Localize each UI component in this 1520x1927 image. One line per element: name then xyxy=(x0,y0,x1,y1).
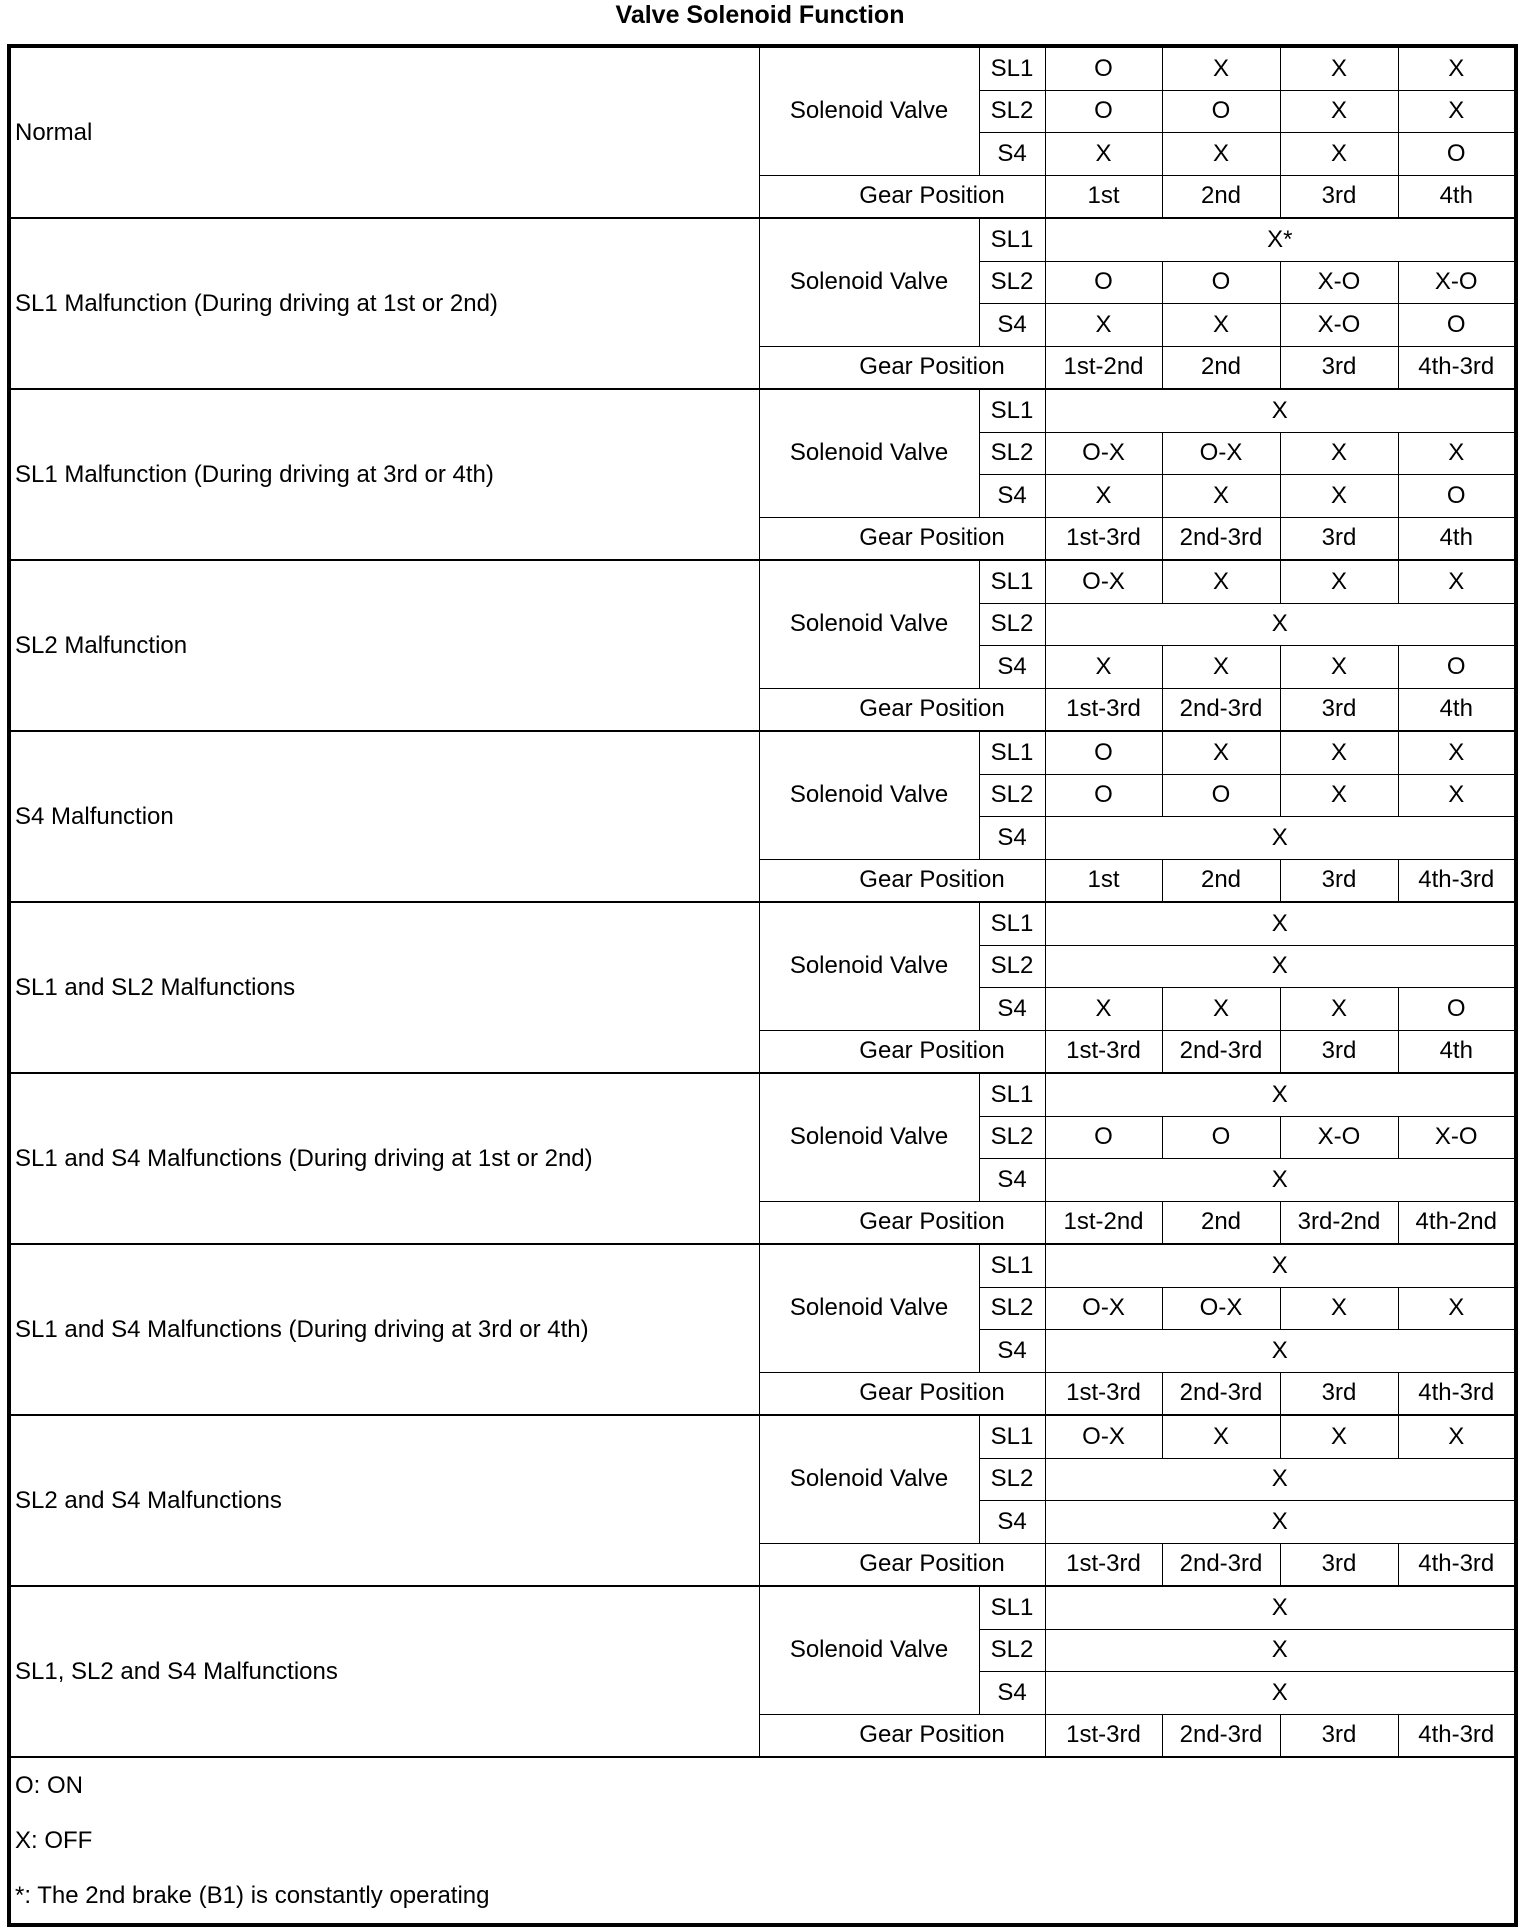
solenoid-valve-label: Solenoid Valve xyxy=(759,1415,979,1543)
gear-value: 2nd-3rd xyxy=(1162,688,1280,731)
legend-item: X: OFF xyxy=(15,1827,93,1854)
solenoid-state: O xyxy=(1162,774,1280,817)
solenoid-name: SL2 xyxy=(979,945,1045,988)
table-row xyxy=(9,389,1516,432)
solenoid-state: O xyxy=(1045,731,1162,774)
solenoid-state-merged: X* xyxy=(1045,218,1516,261)
solenoid-name: SL2 xyxy=(979,774,1045,817)
solenoid-state: X xyxy=(1398,46,1516,90)
solenoid-state: X xyxy=(1162,304,1280,347)
gear-value: 3rd xyxy=(1280,175,1398,218)
solenoid-valve-label: Solenoid Valve xyxy=(759,731,979,859)
solenoid-name: SL1 xyxy=(979,1073,1045,1116)
gear-position-label: Gear Position xyxy=(759,346,1045,389)
solenoid-name: SL1 xyxy=(979,46,1045,90)
table-row xyxy=(9,218,1516,261)
solenoid-state: X xyxy=(1398,1415,1516,1458)
gear-value: 2nd-3rd xyxy=(1162,517,1280,560)
solenoid-valve-label: Solenoid Valve xyxy=(759,218,979,346)
solenoid-name: SL1 xyxy=(979,560,1045,603)
solenoid-name: SL1 xyxy=(979,731,1045,774)
case-group xyxy=(9,1586,1516,1757)
solenoid-valve-label: Solenoid Valve xyxy=(759,46,979,175)
solenoid-name: S4 xyxy=(979,133,1045,176)
gear-position-label: Gear Position xyxy=(759,688,1045,731)
solenoid-state-merged: X xyxy=(1045,1073,1516,1116)
solenoid-state: X xyxy=(1398,432,1516,475)
valve-solenoid-function-table xyxy=(7,44,1518,1927)
gear-value: 1st-3rd xyxy=(1045,688,1162,731)
legend xyxy=(9,1757,1516,1925)
solenoid-state: X xyxy=(1045,304,1162,347)
solenoid-name: SL2 xyxy=(979,1458,1045,1501)
solenoid-state: X xyxy=(1280,90,1398,133)
gear-value: 4th-3rd xyxy=(1398,346,1516,389)
legend-row xyxy=(9,1757,1516,1925)
solenoid-state: X xyxy=(1162,646,1280,689)
solenoid-state-merged: X xyxy=(1045,1501,1516,1544)
solenoid-state: X xyxy=(1280,475,1398,518)
solenoid-name: S4 xyxy=(979,1159,1045,1202)
case-group xyxy=(9,1415,1516,1586)
gear-value: 4th xyxy=(1398,175,1516,218)
condition-label: SL2 and S4 Malfunctions xyxy=(9,1415,759,1586)
solenoid-state: X xyxy=(1162,133,1280,176)
solenoid-state: O xyxy=(1162,261,1280,304)
solenoid-state: O xyxy=(1045,46,1162,90)
condition-label: S4 Malfunction xyxy=(9,731,759,902)
gear-value: 4th xyxy=(1398,517,1516,560)
solenoid-state: X-O xyxy=(1398,261,1516,304)
case-group xyxy=(9,731,1516,902)
solenoid-name: S4 xyxy=(979,304,1045,347)
condition-label: SL1, SL2 and S4 Malfunctions xyxy=(9,1586,759,1757)
condition-label: SL1 and SL2 Malfunctions xyxy=(9,902,759,1073)
solenoid-state: O-X xyxy=(1045,1287,1162,1330)
solenoid-state: X-O xyxy=(1280,261,1398,304)
gear-value: 2nd-3rd xyxy=(1162,1714,1280,1757)
case-group xyxy=(9,218,1516,389)
gear-value: 1st-3rd xyxy=(1045,1372,1162,1415)
gear-value: 2nd-3rd xyxy=(1162,1543,1280,1586)
table-row xyxy=(9,1415,1516,1458)
solenoid-state-merged: X xyxy=(1045,1586,1516,1629)
gear-value: 1st-2nd xyxy=(1045,1201,1162,1244)
solenoid-name: SL1 xyxy=(979,218,1045,261)
gear-value: 4th-2nd xyxy=(1398,1201,1516,1244)
solenoid-state: O-X xyxy=(1162,1287,1280,1330)
solenoid-name: S4 xyxy=(979,1501,1045,1544)
gear-value: 4th xyxy=(1398,688,1516,731)
case-group xyxy=(9,560,1516,731)
gear-position-label: Gear Position xyxy=(759,1543,1045,1586)
case-group xyxy=(9,1244,1516,1415)
gear-value: 1st xyxy=(1045,175,1162,218)
gear-value: 3rd xyxy=(1280,1372,1398,1415)
solenoid-name: S4 xyxy=(979,988,1045,1031)
solenoid-name: SL2 xyxy=(979,603,1045,646)
solenoid-name: S4 xyxy=(979,817,1045,860)
table-row xyxy=(9,46,1516,90)
solenoid-state: X-O xyxy=(1280,1116,1398,1159)
solenoid-state: X xyxy=(1280,46,1398,90)
solenoid-state: X xyxy=(1280,988,1398,1031)
case-group xyxy=(9,46,1516,218)
solenoid-state: X xyxy=(1280,1415,1398,1458)
solenoid-valve-label: Solenoid Valve xyxy=(759,902,979,1030)
gear-value: 2nd-3rd xyxy=(1162,1030,1280,1073)
solenoid-state: O xyxy=(1398,304,1516,347)
solenoid-state: O-X xyxy=(1045,1415,1162,1458)
solenoid-state: X xyxy=(1398,731,1516,774)
solenoid-state: O xyxy=(1045,261,1162,304)
page-title: Valve Solenoid Function xyxy=(615,1,905,29)
case-group xyxy=(9,389,1516,560)
case-group xyxy=(9,1073,1516,1244)
solenoid-state: X xyxy=(1280,432,1398,475)
solenoid-state: O xyxy=(1045,1116,1162,1159)
solenoid-name: S4 xyxy=(979,646,1045,689)
solenoid-name: SL1 xyxy=(979,902,1045,945)
solenoid-state: O-X xyxy=(1045,432,1162,475)
solenoid-name: S4 xyxy=(979,1672,1045,1715)
solenoid-state: O xyxy=(1398,475,1516,518)
solenoid-name: SL1 xyxy=(979,1586,1045,1629)
gear-value: 3rd xyxy=(1280,346,1398,389)
condition-label: SL2 Malfunction xyxy=(9,560,759,731)
table-row xyxy=(9,731,1516,774)
solenoid-state: O xyxy=(1045,774,1162,817)
solenoid-state-merged: X xyxy=(1045,1458,1516,1501)
gear-value: 3rd xyxy=(1280,859,1398,902)
solenoid-state: X xyxy=(1162,46,1280,90)
table-row xyxy=(9,1586,1516,1629)
solenoid-state: X xyxy=(1280,133,1398,176)
solenoid-name: SL2 xyxy=(979,1287,1045,1330)
solenoid-name: SL1 xyxy=(979,1244,1045,1287)
solenoid-state-merged: X xyxy=(1045,902,1516,945)
condition-label: SL1 Malfunction (During driving at 3rd or 4th) xyxy=(9,389,759,560)
solenoid-state: X xyxy=(1045,988,1162,1031)
solenoid-state-merged: X xyxy=(1045,1629,1516,1672)
solenoid-state: O-X xyxy=(1162,432,1280,475)
solenoid-state: X xyxy=(1398,774,1516,817)
gear-value: 4th-3rd xyxy=(1398,1372,1516,1415)
solenoid-name: SL1 xyxy=(979,1415,1045,1458)
solenoid-state: O xyxy=(1162,90,1280,133)
solenoid-state: X-O xyxy=(1280,304,1398,347)
solenoid-state: X xyxy=(1045,133,1162,176)
condition-label: SL1 and S4 Malfunctions (During driving at 1st or 2nd) xyxy=(9,1073,759,1244)
gear-position-label: Gear Position xyxy=(759,1030,1045,1073)
gear-position-label: Gear Position xyxy=(759,859,1045,902)
gear-value: 2nd xyxy=(1162,346,1280,389)
solenoid-name: SL2 xyxy=(979,1629,1045,1672)
gear-value: 3rd xyxy=(1280,688,1398,731)
solenoid-name: SL2 xyxy=(979,90,1045,133)
gear-position-label: Gear Position xyxy=(759,1372,1045,1415)
solenoid-state: X xyxy=(1398,90,1516,133)
gear-value: 4th-3rd xyxy=(1398,859,1516,902)
solenoid-state: O xyxy=(1045,90,1162,133)
solenoid-state: X xyxy=(1280,560,1398,603)
gear-value: 3rd xyxy=(1280,1714,1398,1757)
gear-position-label: Gear Position xyxy=(759,1201,1045,1244)
gear-value: 3rd xyxy=(1280,1030,1398,1073)
solenoid-state: X xyxy=(1280,731,1398,774)
solenoid-state: X xyxy=(1162,560,1280,603)
solenoid-valve-label: Solenoid Valve xyxy=(759,560,979,688)
solenoid-state-merged: X xyxy=(1045,1244,1516,1287)
legend-item: O: ON xyxy=(15,1772,84,1799)
gear-value: 4th xyxy=(1398,1030,1516,1073)
solenoid-state: O xyxy=(1398,988,1516,1031)
gear-value: 2nd xyxy=(1162,1201,1280,1244)
case-group xyxy=(9,902,1516,1073)
solenoid-state: X xyxy=(1162,731,1280,774)
gear-value: 3rd xyxy=(1280,1543,1398,1586)
solenoid-state-merged: X xyxy=(1045,603,1516,646)
solenoid-state: X xyxy=(1280,1287,1398,1330)
solenoid-state-merged: X xyxy=(1045,945,1516,988)
gear-value: 2nd xyxy=(1162,175,1280,218)
gear-value: 2nd xyxy=(1162,859,1280,902)
solenoid-state: X xyxy=(1162,475,1280,518)
gear-value: 1st xyxy=(1045,859,1162,902)
solenoid-state-merged: X xyxy=(1045,1159,1516,1202)
table-row xyxy=(9,560,1516,603)
solenoid-state: O xyxy=(1162,1116,1280,1159)
solenoid-valve-label: Solenoid Valve xyxy=(759,1244,979,1372)
solenoid-state: O xyxy=(1398,646,1516,689)
solenoid-name: SL2 xyxy=(979,261,1045,304)
solenoid-state: X-O xyxy=(1398,1116,1516,1159)
table-row xyxy=(9,1244,1516,1287)
solenoid-name: S4 xyxy=(979,1330,1045,1373)
solenoid-state: X xyxy=(1280,774,1398,817)
gear-value: 1st-3rd xyxy=(1045,1030,1162,1073)
gear-value: 3rd-2nd xyxy=(1280,1201,1398,1244)
gear-value: 3rd xyxy=(1280,517,1398,560)
table-row xyxy=(9,1073,1516,1116)
solenoid-state: X xyxy=(1162,1415,1280,1458)
table-row xyxy=(9,902,1516,945)
gear-position-label: Gear Position xyxy=(759,517,1045,560)
condition-label: SL1 Malfunction (During driving at 1st or 2nd) xyxy=(9,218,759,389)
solenoid-state: O-X xyxy=(1045,560,1162,603)
solenoid-state: X xyxy=(1280,646,1398,689)
solenoid-name: SL2 xyxy=(979,432,1045,475)
solenoid-state-merged: X xyxy=(1045,1330,1516,1373)
gear-value: 1st-3rd xyxy=(1045,1543,1162,1586)
solenoid-state-merged: X xyxy=(1045,1672,1516,1715)
solenoid-state: X xyxy=(1162,988,1280,1031)
solenoid-name: S4 xyxy=(979,475,1045,518)
gear-value: 1st-2nd xyxy=(1045,346,1162,389)
gear-position-label: Gear Position xyxy=(759,175,1045,218)
solenoid-state: X xyxy=(1398,1287,1516,1330)
solenoid-valve-label: Solenoid Valve xyxy=(759,1586,979,1714)
gear-value: 1st-3rd xyxy=(1045,517,1162,560)
condition-label: SL1 and S4 Malfunctions (During driving at 3rd or 4th) xyxy=(9,1244,759,1415)
legend-item: *: The 2nd brake (B1) is constantly operating xyxy=(15,1882,490,1909)
condition-label: Normal xyxy=(9,46,759,218)
gear-value: 2nd-3rd xyxy=(1162,1372,1280,1415)
solenoid-state: X xyxy=(1045,646,1162,689)
solenoid-name: SL2 xyxy=(979,1116,1045,1159)
solenoid-state-merged: X xyxy=(1045,817,1516,860)
gear-value: 4th-3rd xyxy=(1398,1543,1516,1586)
solenoid-valve-label: Solenoid Valve xyxy=(759,389,979,517)
gear-value: 4th-3rd xyxy=(1398,1714,1516,1757)
solenoid-state: O xyxy=(1398,133,1516,176)
gear-position-label: Gear Position xyxy=(759,1714,1045,1757)
solenoid-state: X xyxy=(1398,560,1516,603)
gear-value: 1st-3rd xyxy=(1045,1714,1162,1757)
legend-cell xyxy=(9,1757,1516,1925)
solenoid-valve-label: Solenoid Valve xyxy=(759,1073,979,1201)
solenoid-state: X xyxy=(1045,475,1162,518)
solenoid-state-merged: X xyxy=(1045,389,1516,432)
solenoid-name: SL1 xyxy=(979,389,1045,432)
